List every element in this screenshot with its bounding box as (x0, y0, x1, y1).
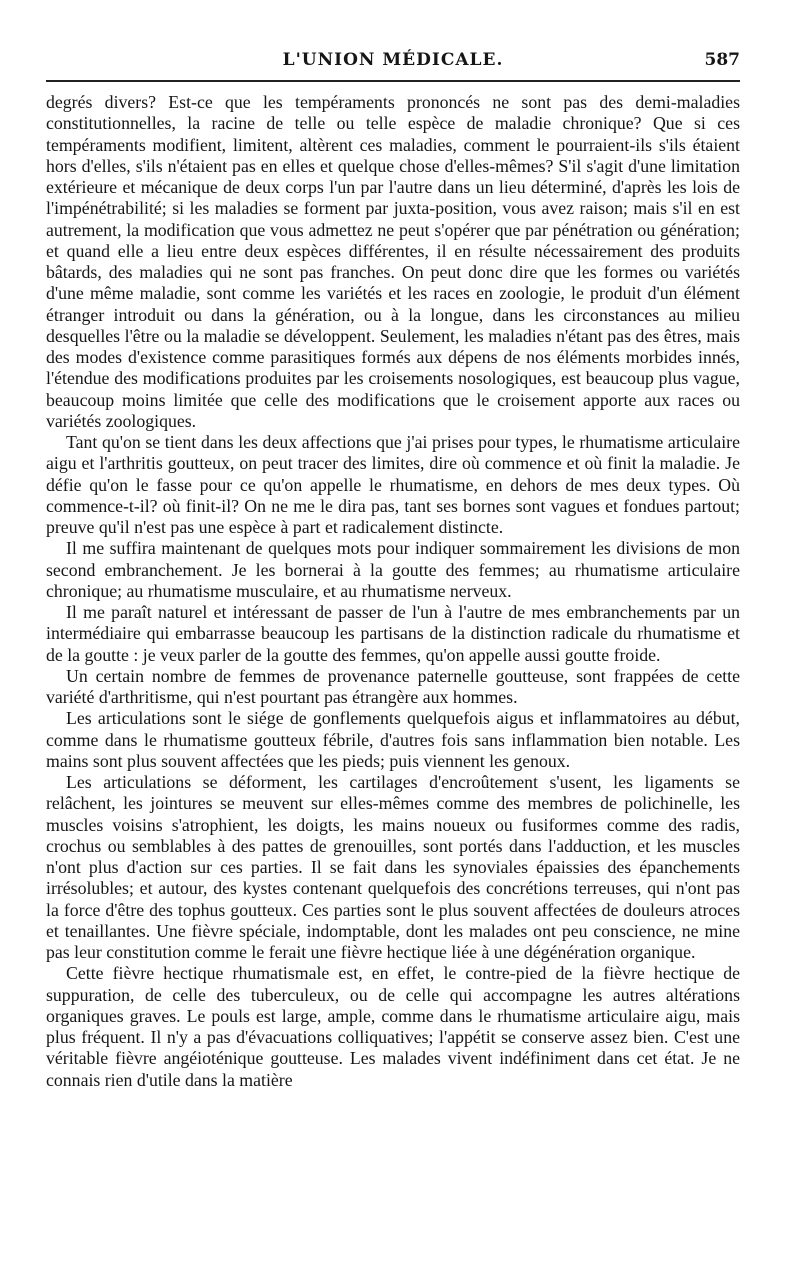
paragraph-7: Les articulations se déforment, les cartilages d'encroûtement s'usent, les ligaments se relâchent, les jointures se meuvent sur elles-mêmes comme des membres de polichinelle, les muscles voisins s'atrophient, les doigts, les mains noueux ou fusiformes comme des radis, crochus ou semblables à des pattes de grenouilles, sont portés dans l'adduction, et les muscles n'ont plus d'action sur ces parties. Il se fait dans les synoviales épaissies des épanchements irrésolubles; et autour, des kystes contenant quelquefois des concrétions terreuses, qui n'ont pas la force d'être des tophus goutteux. Ces parties sont le plus souvent affectées de douleurs atroces et tenaillantes. Une fièvre spéciale, indomptable, dont les malades ont peu conscience, ne mine pas leur constitution comme le ferait une fièvre hectique liée à une dégénération organique. (46, 772, 740, 962)
paragraph-3: Il me suffira maintenant de quelques mots pour indiquer sommairement les divisions de mon second embranchement. Je les bornerai à la goutte des femmes; au rhumatisme articulaire chronique; au rhumatisme musculaire, et au rhumatisme nerveux. (46, 538, 740, 601)
paragraph-4: Il me paraît naturel et intéressant de passer de l'un à l'autre de mes embranchements par un intermédiaire qui embarrasse beaucoup les partisans de la distinction radicale du rhumatisme et de la goutte : je veux parler de la goutte des femmes, qu'on appelle aussi goutte froide. (46, 602, 740, 665)
body-text (46, 92, 740, 1091)
paragraph-8: Cette fièvre hectique rhumatismale est, en effet, le contre-pied de la fièvre hectique de suppuration, de celle des tuberculeux, ou de celle qui accompagne les autres altérations organiques graves. Le pouls est large, ample, comme dans le rhumatisme articulaire aigu, mais plus fréquent. Il n'y a pas d'évacuations colliquatives; l'appétit se conserve assez bien. C'est une véritable fièvre angéioténique goutteuse. Les malades vivent indéfiniment dans cet état. Je ne connais rien d'utile dans la matière (46, 963, 740, 1090)
paragraph-2: Tant qu'on se tient dans les deux affections que j'ai prises pour types, le rhumatisme articulaire aigu et l'arthritis goutteux, on peut tracer des limites, dire où commence et où finit la maladie. Je défie qu'on le fasse pour ce qu'on appelle le rhumatisme, en dehors de mes deux types. Où commence-t-il? où finit-il? On ne me le dira pas, tant ses bornes sont vagues et fondues partout; preuve qu'il n'est pas une espèce à part et radicalement distincte. (46, 432, 740, 537)
page-number: 587 (704, 50, 740, 70)
running-title: L'UNION MÉDICALE. (282, 50, 504, 70)
page-header (46, 0, 740, 92)
paragraph-6: Les articulations sont le siége de gonflements quelquefois aigus et inflammatoires au début, comme dans le rhumatisme goutteux fébrile, d'autres fois sans inflammation bien notable. Les mains sont plus souvent affectées que les pieds; puis viennent les genoux. (46, 708, 740, 771)
paragraph-5: Un certain nombre de femmes de provenance paternelle goutteuse, sont frappées de cette variété d'arthritisme, qui n'est pourtant pas étrangère aux hommes. (46, 665, 740, 707)
paragraph-1: degrés divers? Est-ce que les tempéraments prononcés ne sont pas des demi-maladies constitutionnelles, la racine de telle ou telle espèce de maladie chronique? Que si ces tempéraments modifient, limitent, altèrent ces maladies, comment le pourraient-ils s'ils étaient hors d'elles, s'ils n'étaient pas en elles et quelque chose d'elles-mêmes? S'il s'agit d'une limitation extérieure et mécanique de deux corps l'un par l'autre dans un lieu déterminé, d'après les lois de l'impénétrabilité; si les maladies se forment par juxta-position, vous avez raison; mais s'il en est autrement, la modification que vous admettez ne peut s'opérer que par pénétration ou génération; et quand elle a lieu entre deux espèces différentes, il en résulte nécessairement des produits bâtards, des maladies qui ne sont pas franches. On peut donc dire que les formes ou variétés d'une même maladie, sont comme les variétés et les races en zoologie, le produit d'un élément étranger introduit ou dans la génération, ou à la longue, dans les circonstances au milieu desquelles l'être ou la maladie se développent. Seulement, les maladies n'étant pas des êtres, mais des modes d'existence comme parasitiques formés aux dépens de nos éléments morbides innés, l'étendue des modifications produites par les croisements nosologiques, est beaucoup plus vague, beaucoup moins limitée que celle des modifications que le croisement apporte aux races ou variétés zoologiques. (46, 92, 740, 431)
header-rule (46, 80, 740, 82)
